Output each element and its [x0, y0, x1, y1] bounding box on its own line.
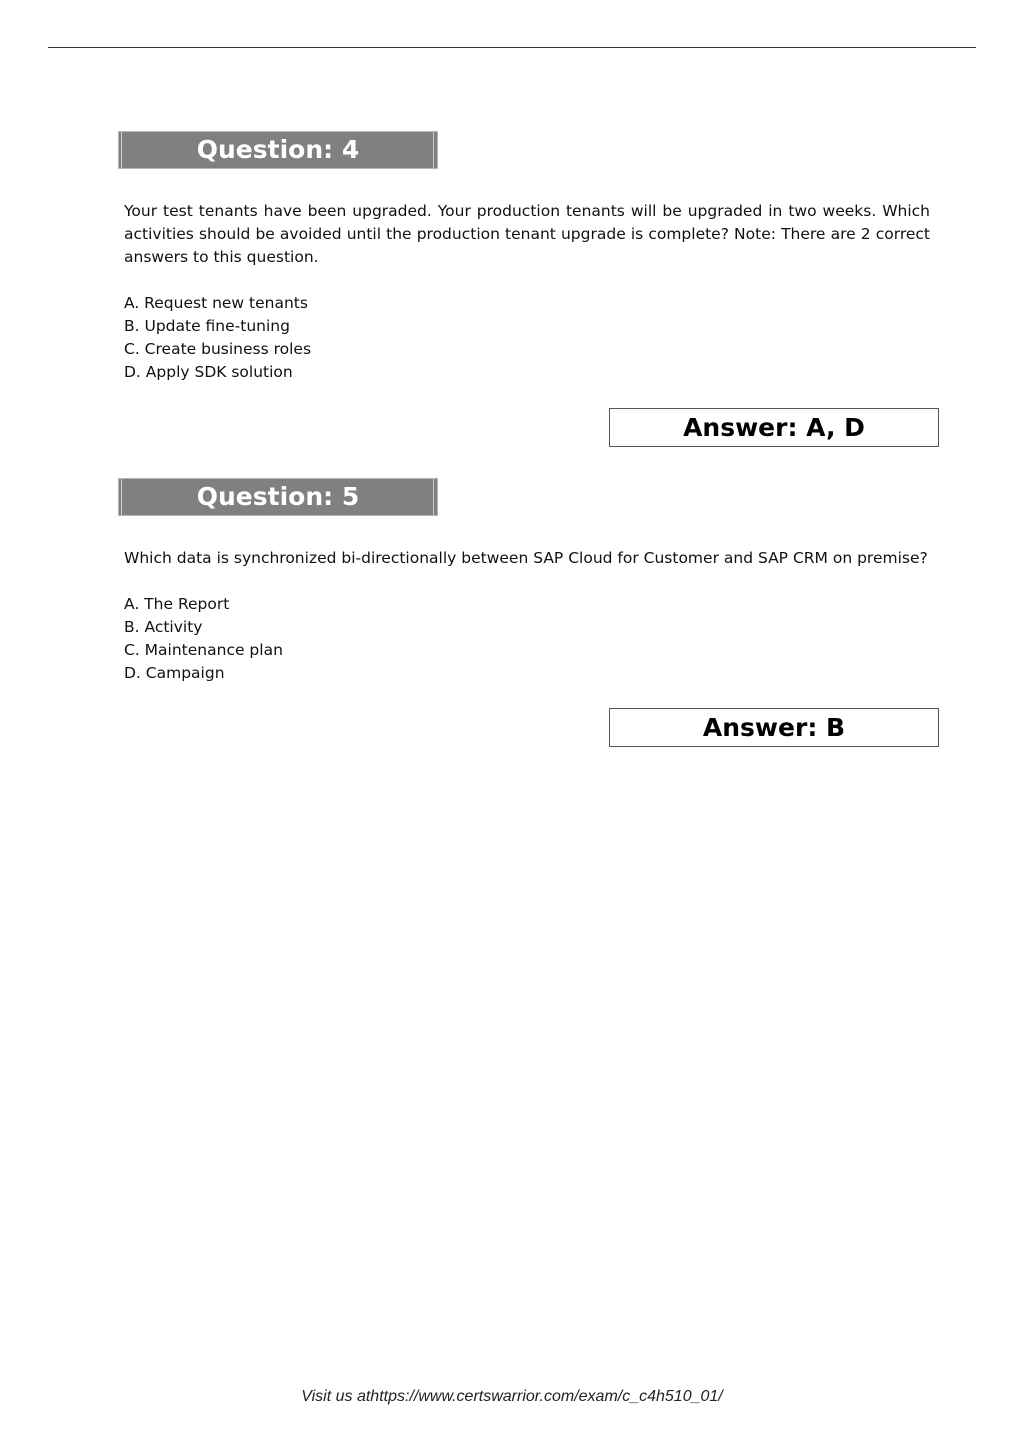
option-d: D. Campaign — [124, 664, 225, 682]
question-text: Which data is synchronized bi-directionally between SAP Cloud for Customer and SAP CRM on premise? — [124, 549, 928, 567]
answer-box: Answer: A, D — [609, 408, 939, 447]
question-heading-banner — [118, 131, 438, 169]
option-b: B. Update fine-tuning — [124, 317, 290, 335]
header-divider — [48, 47, 976, 48]
option-d: D. Apply SDK solution — [124, 363, 293, 381]
question-heading-banner — [118, 478, 438, 516]
option-c: C. Maintenance plan — [124, 641, 283, 659]
footer-link-text[interactable]: Visit us athttps://www.certswarrior.com/exam/c_c4h510_01/ — [301, 1388, 723, 1405]
question-heading: Question: 5 — [196, 482, 360, 511]
answer-options — [124, 593, 940, 685]
option-c: C. Create business roles — [124, 340, 312, 358]
answer-options — [124, 292, 940, 384]
question-block — [118, 131, 940, 384]
answer-box: Answer: B — [609, 708, 939, 747]
question-heading: Question: 4 — [196, 135, 360, 164]
option-a: A. Request new tenants — [124, 294, 308, 312]
question-block — [118, 478, 940, 685]
option-a: A. The Report — [124, 595, 230, 613]
option-b: B. Activity — [124, 618, 203, 636]
question-text: Your test tenants have been upgraded. Your production tenants will be upgraded in two weeks. Which activities should be avoided until the production tenant upgrade is complete? Note: There are 2 correct answers to this question. — [124, 202, 930, 266]
